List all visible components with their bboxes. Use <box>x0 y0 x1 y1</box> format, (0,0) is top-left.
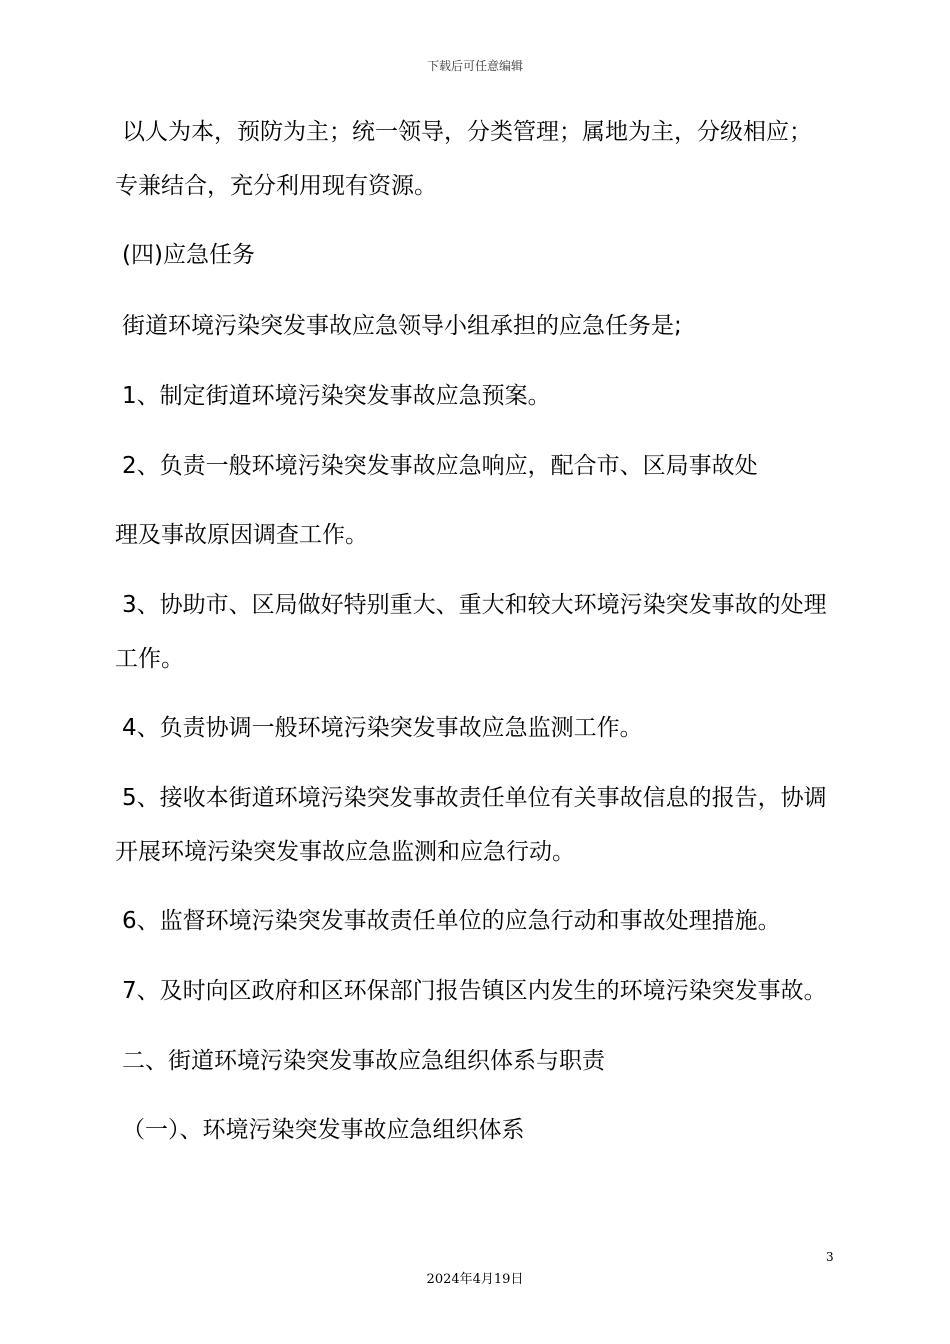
list-item-4: 4、负责协调一般环境污染突发事故应急监测工作。 <box>122 715 643 741</box>
list-item-1: 1、制定街道环境污染突发事故应急预案。 <box>122 383 551 409</box>
footer-date: 2024年4月19日 <box>426 1272 524 1287</box>
list-item-3: 3、协助市、区局做好特别重大、重大和较大环境污染突发事故的处理 <box>122 592 827 618</box>
section-heading-4: (四)应急任务 <box>122 242 255 268</box>
subsection-heading-1: （一）、环境污染突发事故应急组织体系 <box>122 1117 525 1143</box>
body-line-2: 专兼结合，充分利用现有资源。 <box>115 173 437 199</box>
page-header: 下载后可任意编辑 <box>426 59 523 73</box>
page-number: 3 <box>826 1250 834 1264</box>
list-item-5-cont: 开展环境污染突发事故应急监测和应急行动。 <box>115 839 575 865</box>
list-item-2-cont: 理及事故原因调查工作。 <box>115 522 368 548</box>
list-item-5: 5、接收本街道环境污染突发事故责任单位有关事故信息的报告，协调 <box>122 785 827 811</box>
list-item-7: 7、及时向区政府和区环保部门报告镇区内发生的环境污染突发事故。 <box>122 978 827 1004</box>
list-item-2: 2、负责一般环境污染突发事故应急响应，配合市、区局事故处 <box>122 453 758 479</box>
body-line-1: 以人为本，预防为主；统一领导，分类管理；属地为主，分级相应； <box>122 119 812 145</box>
body-line-4: 街道环境污染突发事故应急领导小组承担的应急任务是; <box>122 313 682 339</box>
list-item-6: 6、监督环境污染突发事故责任单位的应急行动和事故处理措施。 <box>122 908 781 934</box>
section-heading-2: 二、街道环境污染突发事故应急组织体系与职责 <box>122 1048 605 1074</box>
list-item-3-cont: 工作。 <box>115 646 184 672</box>
